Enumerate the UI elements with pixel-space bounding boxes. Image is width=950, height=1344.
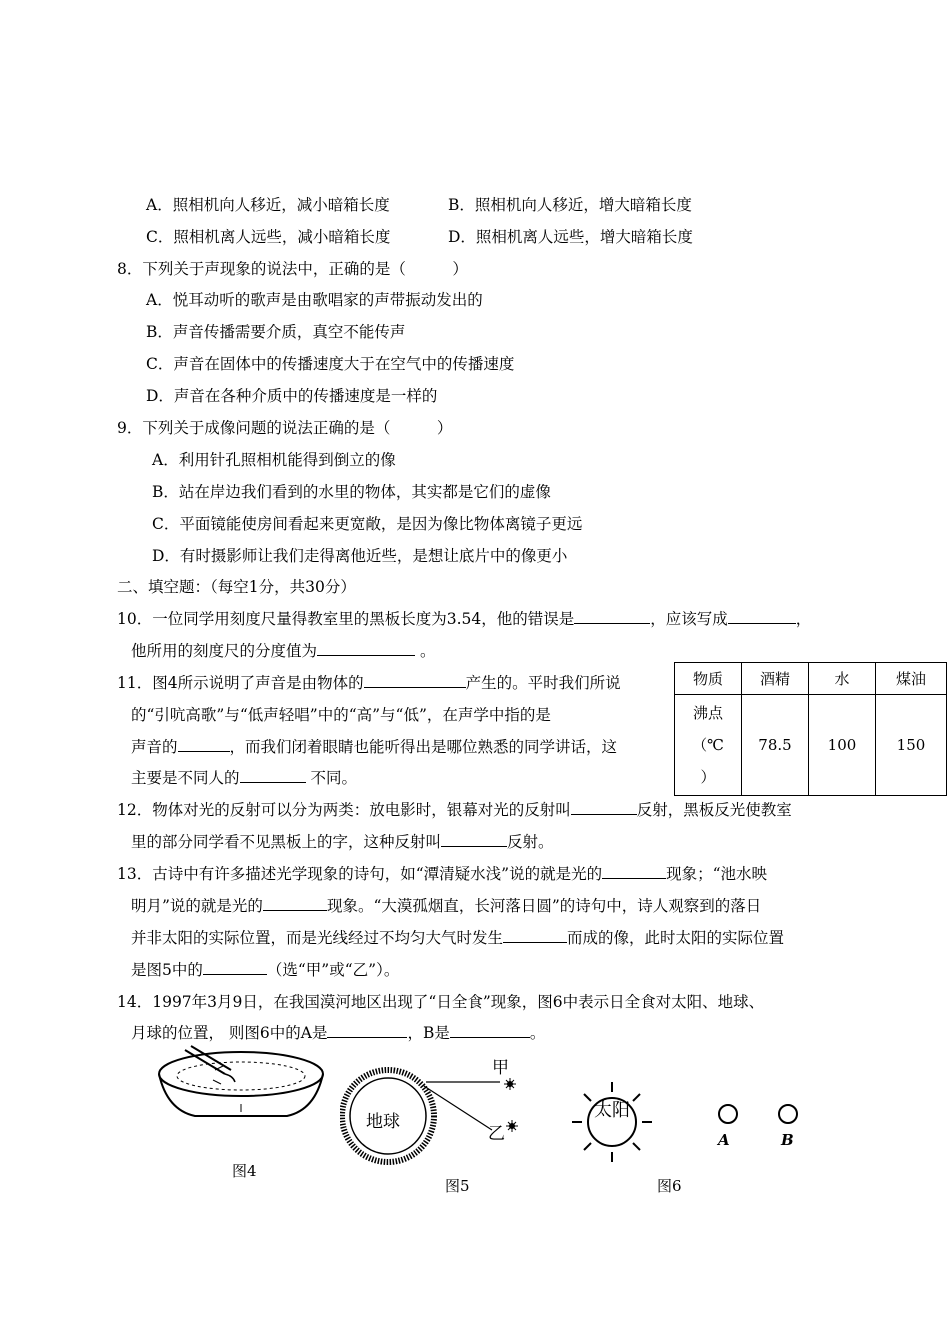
table-header-water: 水	[809, 663, 876, 695]
q7-option-a: A．照相机向人移近，减小暗箱长度	[146, 196, 390, 214]
q14-text-2: 月球的位置， 则图6中的A是	[131, 1024, 328, 1042]
q11-blank-1[interactable]	[364, 673, 466, 688]
q10-blank-3[interactable]	[317, 641, 415, 656]
q13-text-1: 13．古诗中有许多描述光学现象的诗句，如“潭清疑水浅”说的就是光的	[117, 865, 603, 883]
q11-line3	[131, 737, 617, 757]
boiling-point-table	[674, 662, 947, 796]
jia-label: 甲	[492, 1058, 509, 1078]
q12-text-2: 反射，黑板反光使教室	[636, 801, 792, 819]
q13-text-4: 现象。“大漠孤烟直，长河落日圆”的诗句中，诗人观察到的落日	[326, 897, 762, 915]
q11-text-7: 不同。	[305, 769, 357, 787]
q10-text-5: 。	[415, 642, 436, 660]
q8-option-a: A．悦耳动听的歌声是由歌唱家的声带振动发出的	[146, 291, 483, 309]
table-header-kerosene: 煤油	[876, 663, 947, 695]
q9-option-c: C．平面镜能使房间看起来更宽敞，是因为像比物体离镜子更远	[152, 515, 583, 533]
q13-blank-3[interactable]	[503, 928, 567, 943]
q13-line1	[117, 864, 767, 884]
q13-blank-2[interactable]	[263, 896, 327, 911]
row-label-line-1: 沸点	[692, 704, 723, 722]
q12-line1	[117, 800, 792, 820]
q7-option-d: D．照相机离人远些，增大暗箱长度	[448, 228, 693, 246]
q14-blank-2[interactable]	[450, 1023, 530, 1038]
q14-line1: 14．1997年3月9日，在我国漠河地区出现了“日全食”现象，图6中表示日全食对太阳、地球、	[117, 993, 765, 1011]
q12-text-1: 12．物体对光的反射可以分为两类：放电影时，银幕对光的反射叫	[117, 801, 571, 819]
q13-text-2: 现象；“池水映	[666, 865, 768, 883]
q12-blank-1[interactable]	[571, 800, 637, 815]
q7-option-c: C．照相机离人远些，减小暗箱长度	[146, 228, 391, 246]
q12-line2	[131, 832, 554, 852]
q13-line3	[131, 928, 784, 948]
q11-text-5: ，而我们闭着眼睛也能听得出是哪位熟悉的同学讲话，这	[229, 738, 618, 756]
q10-line1	[117, 609, 811, 629]
q13-blank-1[interactable]	[602, 864, 666, 879]
yi-label: 乙	[488, 1124, 505, 1144]
q11-blank-2[interactable]	[178, 737, 230, 752]
q11-line2: 的“引吭高歌”与“低声轻唱”中的“高”与“低”，在声学中指的是	[131, 706, 551, 724]
table-cell-water: 100	[809, 695, 876, 796]
q7-option-b: B．照相机向人移近，增大暗箱长度	[448, 196, 692, 214]
row-label-line-2: （℃	[692, 736, 724, 754]
q11-line4	[131, 768, 357, 788]
q11-text-2: 产生的。平时我们所说	[465, 674, 621, 692]
q9-option-b: B．站在岸边我们看到的水里的物体，其实都是它们的虚像	[152, 483, 551, 501]
q13-text-8: （选“甲”或“乙”）。	[266, 961, 400, 979]
q9-option-a: A．利用针孔照相机能得到倒立的像	[152, 451, 396, 469]
table-header-substance: 物质	[675, 663, 742, 695]
figure-4-bowl-illustration	[155, 1040, 330, 1130]
q13-line2	[131, 896, 761, 916]
q11-text-1: 11．图4所示说明了声音是由物体的	[117, 674, 364, 692]
q13-text-3: 明月”说的就是光的	[131, 897, 263, 915]
figure-6-bodies-icon	[714, 1100, 804, 1130]
q11-line1	[117, 673, 621, 693]
q10-blank-2[interactable]	[728, 609, 796, 624]
q8-stem: 8．下列关于声现象的说法中，正确的是（ ）	[117, 260, 468, 278]
q10-text-4: 他所用的刻度尺的分度值为	[131, 642, 318, 660]
q13-text-7: 是图5中的	[131, 961, 203, 979]
q14-blank-1[interactable]	[327, 1023, 407, 1038]
q8-option-d: D．声音在各种介质中的传播速度是一样的	[146, 387, 438, 405]
q14-text-4: 。	[529, 1024, 546, 1042]
earth-label: 地球	[366, 1112, 400, 1132]
q12-blank-2[interactable]	[441, 832, 507, 847]
q10-text-2: ，应该写成	[650, 610, 728, 628]
q10-text-1: 10．一位同学用刻度尺量得教室里的黑板长度为3.54，他的错误是	[117, 610, 575, 628]
q8-option-b: B．声音传播需要介质，真空不能传声	[146, 323, 406, 341]
figure-4-caption: 图4	[232, 1162, 257, 1180]
q14-text-3: ，B是	[407, 1024, 450, 1042]
q13-text-6: 而成的像，此时太阳的实际位置	[567, 929, 785, 947]
q9-stem: 9．下列关于成像问题的说法正确的是（ ）	[117, 419, 453, 437]
q13-text-5: 并非太阳的实际位置，而是光线经过不均匀大气时发生	[131, 929, 504, 947]
q9-option-d: D．有时摄影师让我们走得离他近些，是想让底片中的像更小	[152, 547, 568, 565]
figure-5-caption: 图5	[445, 1177, 470, 1195]
q13-blank-4[interactable]	[203, 960, 267, 975]
table-header-alcohol: 酒精	[742, 663, 809, 695]
table-cell-alcohol: 78.5	[742, 695, 809, 796]
figure-6-caption: 图6	[657, 1177, 682, 1195]
row-label-line-3: ）	[700, 768, 716, 786]
body-b-label: B	[781, 1131, 794, 1149]
q12-text-4: 反射。	[507, 833, 554, 851]
q11-blank-3[interactable]	[240, 768, 306, 783]
q10-blank-1[interactable]	[574, 609, 650, 624]
table-cell-kerosene: 150	[876, 695, 947, 796]
table-row-label	[675, 695, 742, 796]
q12-text-3: 里的部分同学看不见黑板上的字，这种反射叫	[131, 833, 442, 851]
q13-line4	[131, 960, 399, 980]
body-a-label: A	[718, 1131, 730, 1149]
section-heading: 二、填空题：（每空1分，共30分）	[117, 578, 356, 596]
q8-option-c: C．声音在固体中的传播速度大于在空气中的传播速度	[146, 355, 515, 373]
q11-text-4: 声音的	[131, 738, 178, 756]
sun-label: 太阳	[594, 1100, 630, 1121]
figure-6-sun-icon	[568, 1078, 658, 1168]
q10-text-3: ，	[795, 610, 812, 628]
q11-text-6: 主要是不同人的	[131, 769, 240, 787]
q10-line2	[131, 641, 435, 661]
